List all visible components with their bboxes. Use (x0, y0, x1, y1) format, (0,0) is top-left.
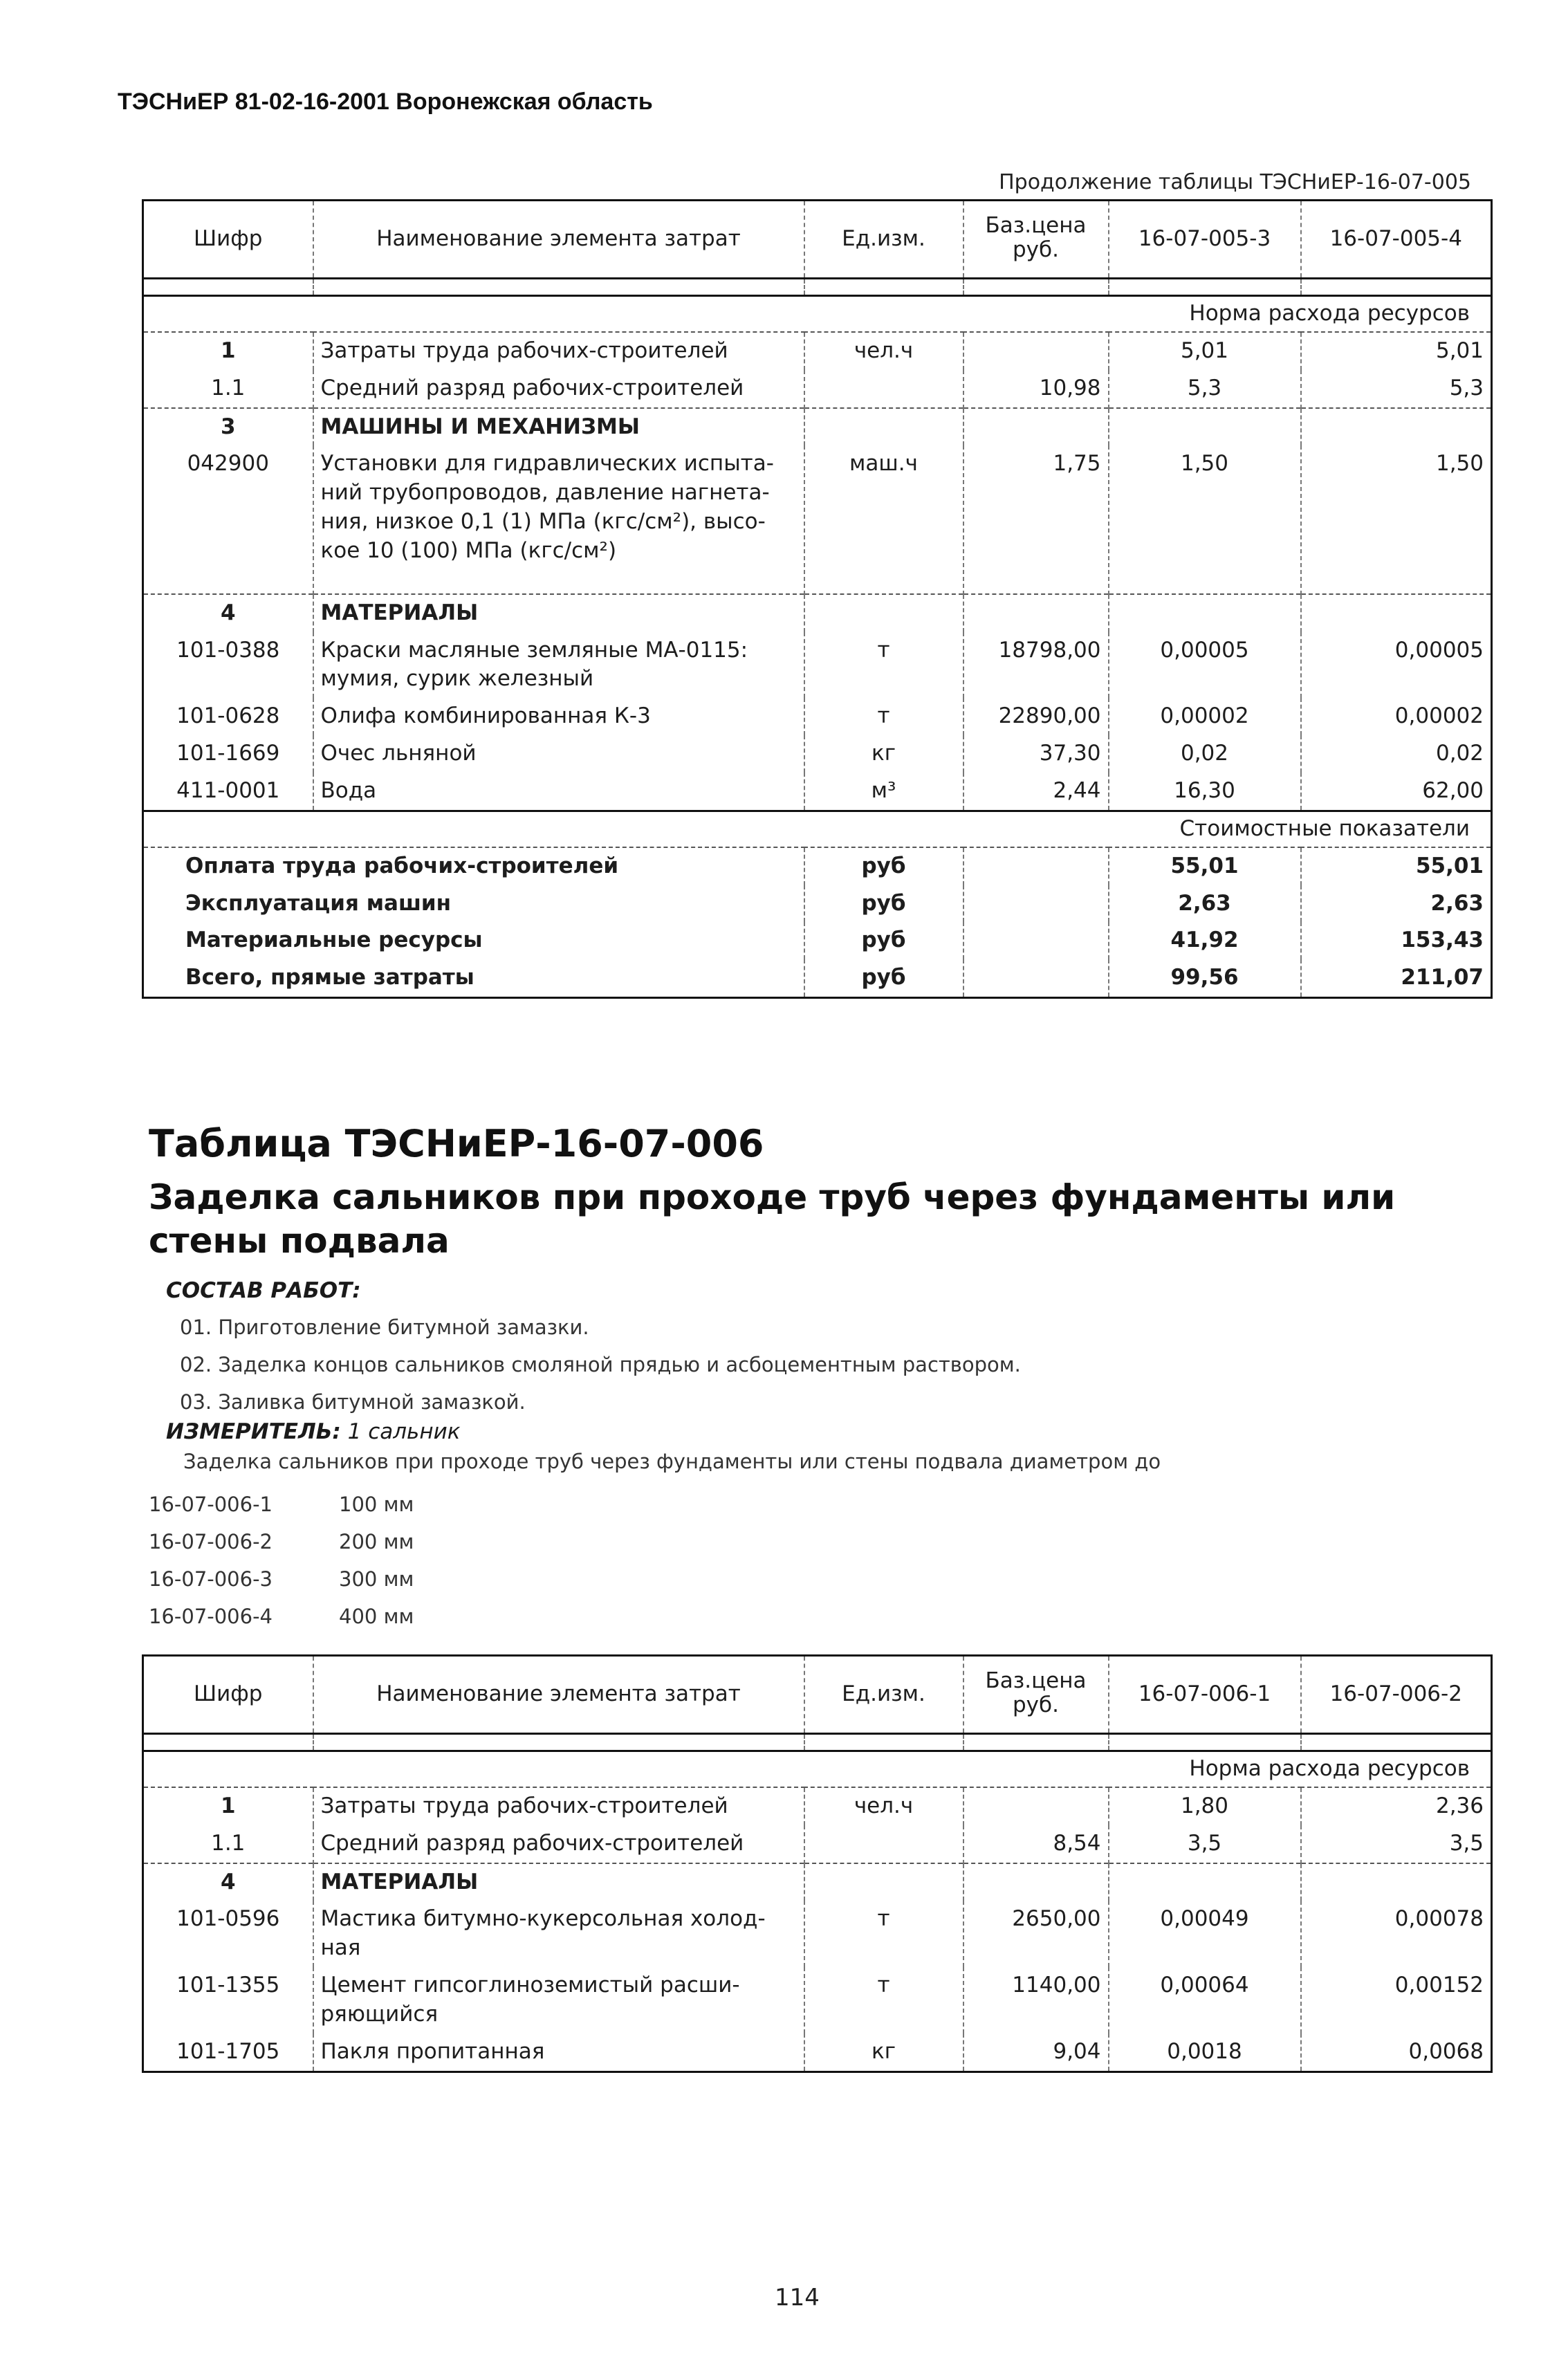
row-name: Олифа комбинированная К-3 (313, 698, 804, 735)
row-price: 18798,00 (963, 632, 1109, 699)
row-value-a: 0,00064 (1109, 1967, 1301, 2033)
row-price: 1,75 (963, 445, 1109, 593)
section-code: 3 (143, 408, 313, 446)
norm-caption: Норма расхода ресурсов (143, 296, 1492, 332)
row-unit: кг (804, 735, 963, 773)
row-name: Установки для гидравлических испыта-ний трубопроводов, давление нагнета-ния, низкое 0,1 (1) МПа (кгс/см²), высо-кое 10 (100) МПа (кгс/см²) (313, 445, 804, 593)
row-code: 1 (143, 332, 313, 370)
norm-caption: Норма расхода ресурсов (143, 1751, 1492, 1787)
composition-label: СОСТАВ РАБОТ: (166, 1278, 361, 1303)
table-row (143, 1967, 1492, 2033)
row-unit: маш.ч (804, 445, 963, 593)
header-col-b: 16-07-006-2 (1301, 1656, 1492, 1734)
table-16-07-006 (142, 1654, 1493, 2073)
row-price (963, 1787, 1109, 1825)
cost-caption: Стоимостные показатели (143, 811, 1492, 847)
table-row (143, 773, 1492, 811)
header-unit: Ед.изм. (804, 1656, 963, 1734)
row-name: Средний разряд рабочих-строителей (313, 370, 804, 408)
total-unit: руб (804, 885, 963, 923)
row-name: Мастика битумно-кукерсольная холод-ная (313, 1901, 804, 1967)
total-label: Материальные ресурсы (143, 922, 804, 959)
row-value-b: 0,02 (1301, 735, 1492, 773)
norm-caption-row (143, 1751, 1492, 1787)
total-value-b: 211,07 (1301, 959, 1492, 997)
code-value: 400 мм (339, 1605, 414, 1628)
header-price-line2: руб. (1012, 1692, 1059, 1718)
measure-line (166, 1419, 460, 1444)
code-value: 200 мм (339, 1530, 414, 1553)
norm-caption-row (143, 296, 1492, 332)
total-value-b: 2,63 (1301, 885, 1492, 923)
row-value-b: 2,36 (1301, 1787, 1492, 1825)
totals-row (143, 885, 1492, 923)
header-price (963, 1656, 1109, 1734)
row-name: Пакля пропитанная (313, 2033, 804, 2072)
total-value-a: 41,92 (1109, 922, 1301, 959)
total-value-b: 55,01 (1301, 847, 1492, 885)
composition-item: 01. Приготовление битумной замазки. (180, 1316, 589, 1339)
composition-item: 02. Заделка концов сальников смоляной прядью и асбоцементным раствором. (180, 1353, 1021, 1376)
row-value-b: 0,00152 (1301, 1967, 1492, 2033)
row-code: 042900 (143, 445, 313, 593)
row-price: 2,44 (963, 773, 1109, 811)
cost-caption-row (143, 811, 1492, 847)
row-code: 1.1 (143, 370, 313, 408)
row-price: 37,30 (963, 735, 1109, 773)
table-row (143, 1901, 1492, 1967)
table-title: Таблица ТЭСНиЕР-16-07-006 (149, 1122, 764, 1165)
row-unit (804, 1825, 963, 1863)
totals-row (143, 847, 1492, 885)
running-head: ТЭСНиЕР 81-02-16-2001 Воронежская область (118, 89, 653, 115)
row-name: Краски масляные земляные МА-0115: мумия, сурик железный (313, 632, 804, 699)
composition-list (180, 1309, 1021, 1421)
row-unit: т (804, 698, 963, 735)
continuation-caption: Продолжение таблицы ТЭСНиЕР-16-07-005 (999, 170, 1471, 194)
code-list (149, 1486, 414, 1635)
row-code: 1.1 (143, 1825, 313, 1863)
header-name: Наименование элемента затрат (313, 1656, 804, 1734)
header-col-b: 16-07-005-4 (1301, 201, 1492, 279)
section-title: МАТЕРИАЛЫ (313, 594, 804, 632)
row-value-b: 1,50 (1301, 445, 1492, 593)
row-value-a: 3,5 (1109, 1825, 1301, 1863)
table-header-row (143, 201, 1492, 279)
code-item (149, 1598, 414, 1635)
row-value-b: 0,00005 (1301, 632, 1492, 699)
table-row (143, 632, 1492, 699)
row-value-a: 0,00049 (1109, 1901, 1301, 1967)
row-price: 10,98 (963, 370, 1109, 408)
row-unit: чел.ч (804, 332, 963, 370)
row-code: 101-1669 (143, 735, 313, 773)
table-row (143, 1825, 1492, 1863)
total-unit: руб (804, 847, 963, 885)
row-name: Затраты труда рабочих-строителей (313, 1787, 804, 1825)
header-price-line2: руб. (1012, 237, 1059, 263)
table-row (143, 445, 1492, 593)
code-number: 16-07-006-4 (149, 1605, 273, 1628)
section-title: МАТЕРИАЛЫ (313, 1863, 804, 1901)
composition-item: 03. Заливка битумной замазкой. (180, 1390, 526, 1414)
row-code: 101-1705 (143, 2033, 313, 2072)
row-value-b: 0,0068 (1301, 2033, 1492, 2072)
row-value-a: 0,00002 (1109, 698, 1301, 735)
table-row (143, 370, 1492, 408)
table-row (143, 332, 1492, 370)
row-value-a: 0,00005 (1109, 632, 1301, 699)
row-unit: т (804, 1901, 963, 1967)
code-number: 16-07-006-1 (149, 1493, 273, 1516)
row-price: 1140,00 (963, 1967, 1109, 2033)
measure-label: ИЗМЕРИТЕЛЬ: (166, 1419, 341, 1444)
row-code: 101-0628 (143, 698, 313, 735)
code-value: 300 мм (339, 1567, 414, 1591)
row-value-a: 5,3 (1109, 370, 1301, 408)
row-price (963, 332, 1109, 370)
row-value-b: 0,00078 (1301, 1901, 1492, 1967)
totals-row (143, 922, 1492, 959)
row-value-a: 0,0018 (1109, 2033, 1301, 2072)
code-item (149, 1486, 414, 1523)
header-code: Шифр (143, 1656, 313, 1734)
row-code: 1 (143, 1787, 313, 1825)
total-value-a: 55,01 (1109, 847, 1301, 885)
row-value-a: 1,50 (1109, 445, 1301, 593)
table-row (143, 2033, 1492, 2072)
row-value-a: 0,02 (1109, 735, 1301, 773)
row-price: 2650,00 (963, 1901, 1109, 1967)
table-row (143, 735, 1492, 773)
total-label: Всего, прямые затраты (143, 959, 804, 997)
section-code: 4 (143, 594, 313, 632)
section-row (143, 408, 1492, 446)
row-value-b: 0,00002 (1301, 698, 1492, 735)
code-item (149, 1560, 414, 1598)
row-value-a: 1,80 (1109, 1787, 1301, 1825)
section-code: 4 (143, 1863, 313, 1901)
row-unit: чел.ч (804, 1787, 963, 1825)
header-col-a: 16-07-005-3 (1109, 201, 1301, 279)
table-header-row (143, 1656, 1492, 1734)
row-name: Средний разряд рабочих-строителей (313, 1825, 804, 1863)
header-code: Шифр (143, 201, 313, 279)
header-col-a: 16-07-006-1 (1109, 1656, 1301, 1734)
header-price (963, 201, 1109, 279)
total-value-b: 153,43 (1301, 922, 1492, 959)
row-value-a: 16,30 (1109, 773, 1301, 811)
row-value-b: 3,5 (1301, 1825, 1492, 1863)
row-price: 9,04 (963, 2033, 1109, 2072)
total-unit: руб (804, 922, 963, 959)
header-unit: Ед.изм. (804, 201, 963, 279)
row-value-a: 5,01 (1109, 332, 1301, 370)
header-price-line1: Баз.цена (985, 1668, 1087, 1693)
table-row (143, 698, 1492, 735)
row-unit: м³ (804, 773, 963, 811)
table-subtitle: Заделка сальников при проходе труб через фундаменты или стены подвала (149, 1177, 1396, 1261)
row-value-b: 62,00 (1301, 773, 1492, 811)
row-name: Вода (313, 773, 804, 811)
table-16-07-005 (142, 199, 1493, 999)
row-value-b: 5,01 (1301, 332, 1492, 370)
totals-row (143, 959, 1492, 997)
total-value-a: 99,56 (1109, 959, 1301, 997)
code-value: 100 мм (339, 1493, 414, 1516)
measure-value: 1 сальник (347, 1419, 461, 1444)
page-number: 114 (775, 2284, 820, 2312)
row-code: 101-0388 (143, 632, 313, 699)
total-value-a: 2,63 (1109, 885, 1301, 923)
row-price: 8,54 (963, 1825, 1109, 1863)
row-unit: кг (804, 2033, 963, 2072)
measure-description: Заделка сальников при проходе труб через фундаменты или стены подвала диаметром до (183, 1450, 1161, 1473)
row-unit: т (804, 632, 963, 699)
table-row (143, 1787, 1492, 1825)
row-price: 22890,00 (963, 698, 1109, 735)
header-price-line1: Баз.цена (985, 212, 1087, 238)
code-item (149, 1523, 414, 1560)
row-code: 101-0596 (143, 1901, 313, 1967)
total-unit: руб (804, 959, 963, 997)
row-name: Очес льняной (313, 735, 804, 773)
row-name: Цемент гипсоглиноземистый расши-ряющийся (313, 1967, 804, 2033)
row-value-b: 5,3 (1301, 370, 1492, 408)
total-label: Эксплуатация машин (143, 885, 804, 923)
section-row (143, 1863, 1492, 1901)
row-code: 411-0001 (143, 773, 313, 811)
row-name: Затраты труда рабочих-строителей (313, 332, 804, 370)
header-name: Наименование элемента затрат (313, 201, 804, 279)
section-title: МАШИНЫ И МЕХАНИЗМЫ (313, 408, 804, 446)
row-code: 101-1355 (143, 1967, 313, 2033)
section-row (143, 594, 1492, 632)
row-unit (804, 370, 963, 408)
total-label: Оплата труда рабочих-строителей (143, 847, 804, 885)
row-unit: т (804, 1967, 963, 2033)
code-number: 16-07-006-3 (149, 1567, 273, 1591)
code-number: 16-07-006-2 (149, 1530, 273, 1553)
